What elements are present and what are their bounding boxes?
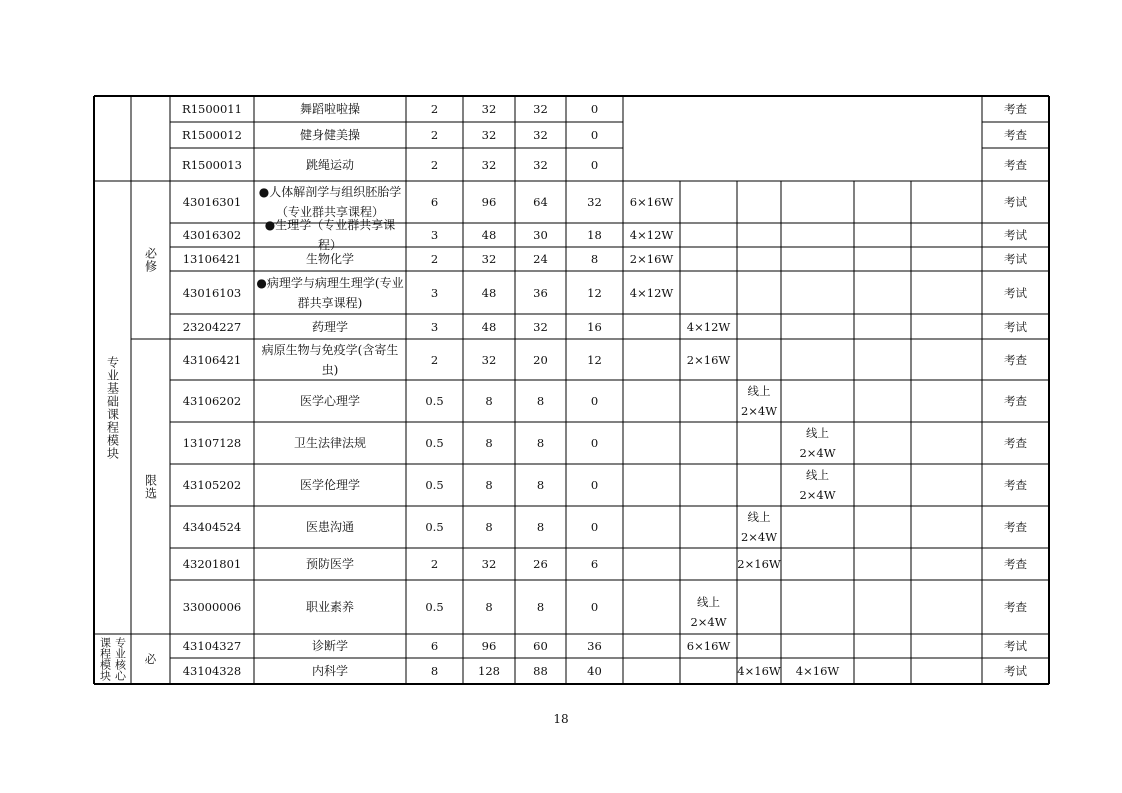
theory-hours-cell: 60	[533, 639, 548, 653]
course-code-cell: R1500012	[182, 128, 242, 142]
total-hours-cell: 32	[481, 352, 497, 367]
practice-hours-cell: 6	[590, 557, 599, 571]
practice-hours-cell: 16	[587, 319, 602, 334]
credits-cell: 2	[430, 352, 439, 367]
course-name-cell: ●病理学与病理生理学(专业群共享课程)	[256, 275, 404, 310]
course-code-cell: R1500013	[182, 157, 242, 172]
total-hours-cell: 8	[485, 478, 493, 492]
total-hours-cell: 48	[481, 228, 497, 242]
assessment-cell: 考试	[1004, 195, 1027, 209]
course-name-cell: 健身健美操	[299, 128, 360, 142]
course-name-cell: 生物化学	[305, 252, 354, 266]
course-name-cell: 诊断学	[311, 639, 348, 653]
credits-cell: 0.5	[425, 394, 444, 408]
course-name-cell: 内科学	[311, 664, 348, 678]
theory-hours-cell: 64	[533, 195, 548, 209]
total-hours-cell: 128	[478, 664, 500, 678]
subgroup-core-required	[131, 634, 170, 684]
course-name-cell: 药理学	[311, 319, 348, 334]
course-code-cell: 43201801	[182, 557, 242, 571]
practice-hours-cell: 12	[587, 352, 602, 367]
credits-cell: 2	[430, 557, 439, 571]
course-code-cell: R1500011	[182, 102, 242, 116]
course-name-cell: 医患沟通	[305, 520, 354, 534]
assessment-cell: 考试	[1004, 285, 1027, 300]
credits-cell: 0.5	[425, 520, 444, 534]
theory-hours-cell: 30	[533, 228, 548, 242]
total-hours-cell: 96	[481, 639, 497, 653]
total-hours-cell: 48	[481, 285, 497, 300]
credits-cell: 3	[430, 228, 439, 242]
total-hours-cell: 8	[485, 394, 493, 408]
course-code-cell: 43104328	[182, 664, 242, 678]
total-hours-cell: 32	[481, 102, 497, 116]
practice-hours-cell: 18	[587, 228, 602, 242]
credits-cell: 3	[430, 285, 439, 300]
credits-cell: 2	[430, 128, 439, 142]
total-hours-cell: 96	[481, 195, 497, 209]
credits-cell: 3	[430, 319, 439, 334]
total-hours-cell: 8	[485, 436, 493, 450]
theory-hours-cell: 8	[536, 436, 545, 450]
subgroup-required-label: 必修	[143, 247, 158, 273]
course-name-cell: 跳绳运动	[305, 157, 354, 172]
course-name-cell: ●人体解剖学与组织胚胎学（专业群共享课程）	[258, 185, 402, 219]
course-name-cell: 预防医学	[305, 557, 354, 571]
theory-hours-cell: 32	[533, 102, 548, 116]
credits-cell: 2	[430, 157, 439, 172]
theory-hours-cell: 36	[533, 285, 548, 300]
group-professional-basic-module-label: 专业基础课程模块	[105, 355, 120, 460]
course-name-cell: 职业素养	[305, 600, 354, 614]
assessment-cell: 考查	[1004, 128, 1027, 142]
total-hours-cell: 8	[485, 520, 493, 534]
theory-hours-cell: 8	[536, 600, 545, 614]
course-code-cell: 43016103	[182, 285, 242, 300]
course-code-cell: 43106421	[182, 352, 242, 367]
practice-hours-cell: 0	[590, 600, 599, 614]
semester-3-cell: 线上 2×4W	[740, 384, 778, 418]
assessment-cell: 考查	[1004, 394, 1027, 408]
theory-hours-cell: 8	[536, 478, 545, 492]
course-name-cell: 卫生法律法规	[293, 436, 366, 450]
total-hours-cell: 32	[481, 557, 497, 571]
credits-cell: 2	[430, 102, 439, 116]
credits-cell: 0.5	[425, 436, 444, 450]
credits-cell: 0.5	[425, 600, 444, 614]
page-number: 18	[553, 712, 569, 726]
practice-hours-cell: 0	[590, 102, 599, 116]
theory-hours-cell: 26	[533, 557, 548, 571]
semester-1-cell: 6×16W	[629, 195, 674, 209]
theory-hours-cell: 24	[533, 252, 548, 266]
credits-cell: 6	[430, 639, 439, 653]
practice-hours-cell: 36	[587, 639, 602, 653]
credits-cell: 2	[430, 252, 439, 266]
assessment-cell: 考试	[1004, 252, 1027, 266]
course-code-cell: 43105202	[182, 478, 242, 492]
practice-hours-cell: 0	[590, 157, 599, 172]
practice-hours-cell: 40	[587, 664, 602, 678]
semester-4-cell: 线上 2×4W	[799, 468, 836, 502]
assessment-cell: 考查	[1004, 557, 1027, 571]
course-code-cell: 43404524	[182, 520, 242, 534]
theory-hours-cell: 88	[533, 664, 548, 678]
course-name-cell: 医学伦理学	[299, 478, 360, 492]
practice-hours-cell: 12	[587, 285, 602, 300]
group-core-module-line2: 课程模块	[98, 637, 112, 681]
assessment-cell: 考查	[1004, 436, 1027, 450]
semester-4-cell: 线上 2×4W	[799, 426, 836, 460]
course-plan-table	[94, 96, 1049, 684]
course-name-cell: 舞蹈啦啦操	[299, 102, 360, 116]
group-core-module	[94, 634, 131, 684]
theory-hours-cell: 20	[533, 352, 548, 367]
theory-hours-cell: 32	[533, 157, 548, 172]
subgroup-limited-elective	[131, 339, 170, 634]
practice-hours-cell: 8	[590, 252, 599, 266]
course-code-cell: 43016301	[182, 195, 242, 209]
assessment-cell: 考查	[1004, 157, 1027, 172]
credits-cell: 8	[430, 664, 439, 678]
semester-2-cell: 4×12W	[686, 319, 731, 334]
semester-1-cell: 4×12W	[629, 285, 674, 300]
total-hours-cell: 48	[481, 319, 497, 334]
assessment-cell: 考试	[1004, 228, 1027, 242]
total-hours-cell: 32	[481, 252, 497, 266]
theory-hours-cell: 8	[536, 520, 545, 534]
subgroup-required	[131, 181, 170, 339]
course-code-cell: 13106421	[182, 252, 242, 266]
assessment-cell: 考查	[1004, 478, 1027, 492]
total-hours-cell: 8	[485, 600, 493, 614]
course-code-cell: 43016302	[182, 228, 242, 242]
credits-cell: 0.5	[425, 478, 444, 492]
subgroup-limited-elective-label: 限选	[143, 473, 158, 500]
assessment-cell: 考查	[1004, 520, 1027, 534]
practice-hours-cell: 0	[590, 128, 599, 142]
theory-hours-cell: 8	[536, 394, 545, 408]
total-hours-cell: 32	[481, 128, 497, 142]
course-code-cell: 13107128	[182, 436, 242, 450]
assessment-cell: 考查	[1004, 352, 1027, 367]
semester-1-cell: 4×12W	[629, 228, 674, 242]
group-professional-basic-module	[94, 181, 131, 634]
assessment-cell: 考查	[1004, 600, 1027, 614]
course-code-cell: 33000006	[182, 600, 242, 614]
total-hours-cell: 32	[481, 157, 497, 172]
course-name-cell: ●生理学（专业群共享课程）	[264, 218, 396, 252]
practice-hours-cell: 32	[587, 195, 602, 209]
semester-2-cell: 线上2×4W	[690, 595, 727, 629]
course-code-cell: 43106202	[182, 394, 242, 408]
theory-hours-cell: 32	[533, 128, 548, 142]
semester-4-cell: 4×16W	[795, 664, 840, 678]
semester-3-cell: 4×16W	[737, 664, 781, 678]
assessment-cell: 考试	[1004, 319, 1027, 334]
assessment-cell: 考试	[1004, 664, 1027, 678]
assessment-cell: 考试	[1004, 639, 1027, 653]
course-name-cell: 病原生物与免疫学(含寄生虫)	[261, 342, 399, 377]
semester-1-cell: 2×16W	[629, 252, 674, 266]
credits-cell: 6	[430, 195, 439, 209]
practice-hours-cell: 0	[590, 436, 599, 450]
course-code-cell: 23204227	[182, 319, 242, 334]
practice-hours-cell: 0	[590, 478, 599, 492]
group-core-module-line1: 专业核心	[113, 637, 127, 681]
course-name-cell: 医学心理学	[299, 394, 360, 408]
assessment-cell: 考查	[1004, 102, 1027, 116]
practice-hours-cell: 0	[590, 520, 599, 534]
course-code-cell: 43104327	[182, 639, 242, 653]
semester-2-cell: 2×16W	[686, 352, 731, 367]
practice-hours-cell: 0	[590, 394, 599, 408]
semester-3-cell: 2×16W	[737, 557, 781, 571]
theory-hours-cell: 32	[533, 319, 548, 334]
semester-2-cell: 6×16W	[686, 639, 731, 653]
semester-3-cell: 线上 2×4W	[740, 510, 778, 544]
subgroup-core-required-label: 必	[144, 652, 157, 666]
